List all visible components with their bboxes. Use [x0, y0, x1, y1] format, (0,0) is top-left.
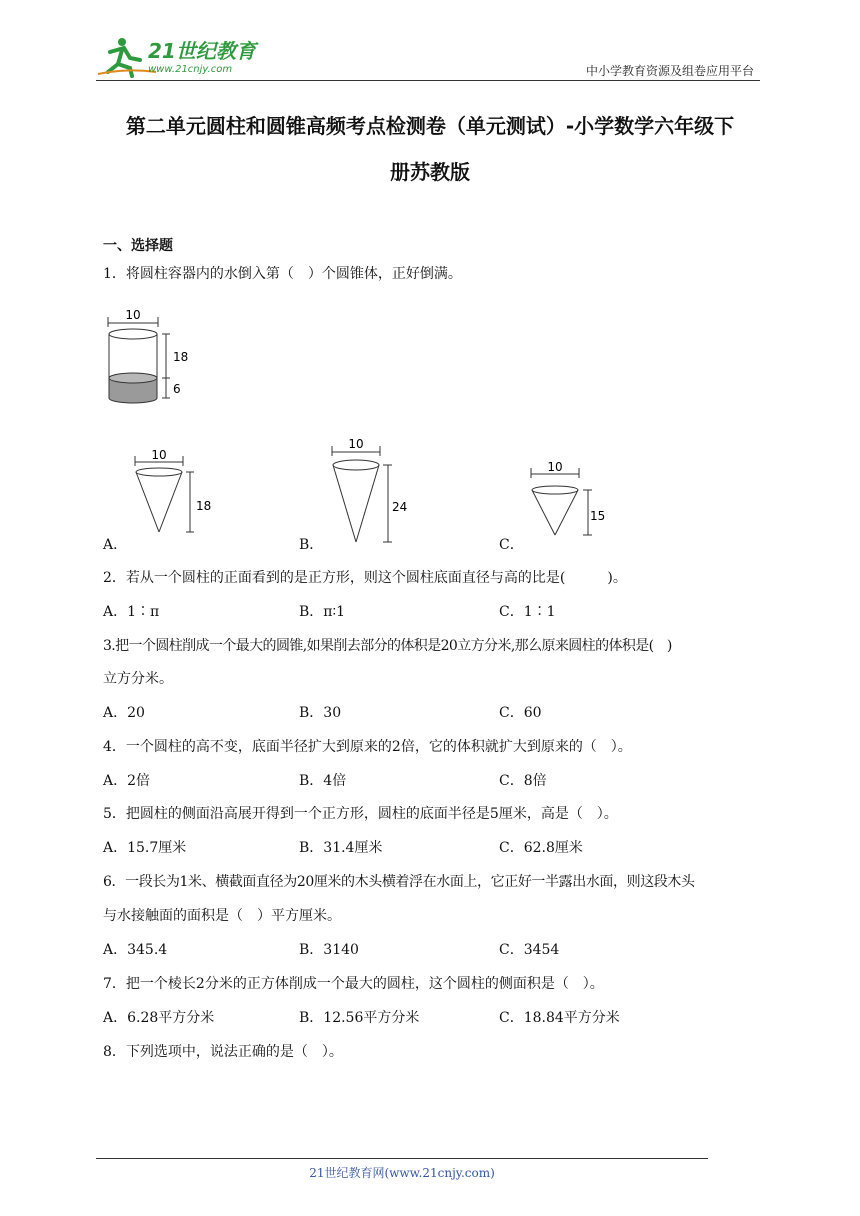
question-6-line-1: 6．一段长为1米、横截面直径为20厘米的木头横着浮在水面上，它正好一半露出水面，则这段木头 [103, 874, 695, 890]
cone-b-height: 24 [392, 500, 408, 514]
section-heading: 一、选择题 [103, 238, 173, 254]
footer-link[interactable]: 21世纪教育网(www.21cnjy.com) [309, 1166, 495, 1180]
cylinder-water-label: 6 [173, 382, 181, 396]
cone-figure-a [132, 448, 216, 538]
q4-option-c[interactable]: C．8倍 [499, 773, 547, 789]
question-8: 8．下列选项中，说法正确的是（ ）。 [103, 1044, 343, 1060]
q5-option-a[interactable]: A．15.7厘米 [103, 840, 187, 856]
cone-b-diameter: 10 [348, 437, 364, 451]
title-line-1: 第二单元圆柱和圆锥高频考点检测卷（单元测试）-小学数学六年级下 [125, 114, 735, 138]
option-label-c[interactable]: C． [499, 537, 524, 553]
q7-option-b[interactable]: B．12.56平方分米 [299, 1010, 420, 1026]
cone-a-diameter: 10 [151, 448, 167, 462]
page-title [96, 103, 764, 195]
cone-a-height: 18 [196, 499, 212, 513]
option-label-b[interactable]: B． [299, 537, 324, 553]
cone-c-diameter: 10 [547, 460, 563, 474]
cylinder-diameter-label: 10 [125, 308, 141, 322]
cylinder-height-label: 18 [173, 350, 189, 364]
q2-option-b[interactable]: B．π∶1 [299, 604, 346, 620]
question-7: 7．把一个棱长2分米的正方体削成一个最大的圆柱，这个圆柱的侧面积是（ ）。 [103, 976, 604, 992]
cone-figure-b [328, 436, 418, 546]
q2-option-a[interactable]: A．1∶π [103, 604, 160, 620]
q6-option-b[interactable]: B．3140 [299, 942, 359, 958]
q5-option-c[interactable]: C．62.8厘米 [499, 840, 583, 856]
logo-url: www.21cnjy.com [148, 64, 233, 75]
q6-option-c[interactable]: C．3454 [499, 942, 560, 958]
question-3-line-2: 立方分米。 [103, 671, 173, 687]
option-label-a[interactable]: A． [103, 537, 128, 553]
title-line-2: 册苏教版 [390, 160, 470, 184]
q3-option-c[interactable]: C．60 [499, 705, 542, 721]
logo-text: 21世纪教育 [148, 39, 256, 63]
q7-option-a[interactable]: A．6.28平方分米 [103, 1010, 215, 1026]
brand-logo [96, 34, 266, 80]
question-4: 4．一个圆柱的高不变，底面半径扩大到原来的2倍，它的体积就扩大到原来的（ ）。 [103, 739, 632, 755]
q2-option-c[interactable]: C．1∶1 [499, 604, 556, 620]
footer-divider [96, 1158, 708, 1159]
header-slogan: 中小学教育资源及组卷应用平台 [585, 64, 754, 78]
question-3-line-1: 3.把一个圆柱削成一个最大的圆锥,如果削去部分的体积是20立方分米,那么原来圆柱的体积是( ) [103, 638, 672, 654]
q7-option-c[interactable]: C．18.84平方分米 [499, 1010, 620, 1026]
q3-option-b[interactable]: B．30 [299, 705, 342, 721]
q4-option-a[interactable]: A．2倍 [103, 773, 151, 789]
question-5: 5．把圆柱的侧面沿高展开得到一个正方形，圆柱的底面半径是5厘米，高是（ ）。 [103, 806, 618, 822]
q5-option-b[interactable]: B．31.4厘米 [299, 840, 383, 856]
cone-c-height: 15 [590, 509, 606, 523]
q3-option-a[interactable]: A．20 [103, 705, 145, 721]
header-divider [96, 80, 760, 81]
cone-figure-c [528, 458, 614, 538]
cylinder-figure [104, 303, 190, 407]
question-2: 2．若从一个圆柱的正面看到的是正方形，则这个圆柱底面直径与高的比是( )。 [103, 570, 627, 586]
question-6-line-2: 与水接触面的面积是（ ）平方厘米。 [103, 908, 341, 924]
q4-option-b[interactable]: B．4倍 [299, 773, 347, 789]
question-1: 1．将圆柱容器内的水倒入第（ ）个圆锥体，正好倒满。 [103, 266, 462, 282]
q6-option-a[interactable]: A．345.4 [103, 942, 168, 958]
page-header [96, 34, 760, 82]
